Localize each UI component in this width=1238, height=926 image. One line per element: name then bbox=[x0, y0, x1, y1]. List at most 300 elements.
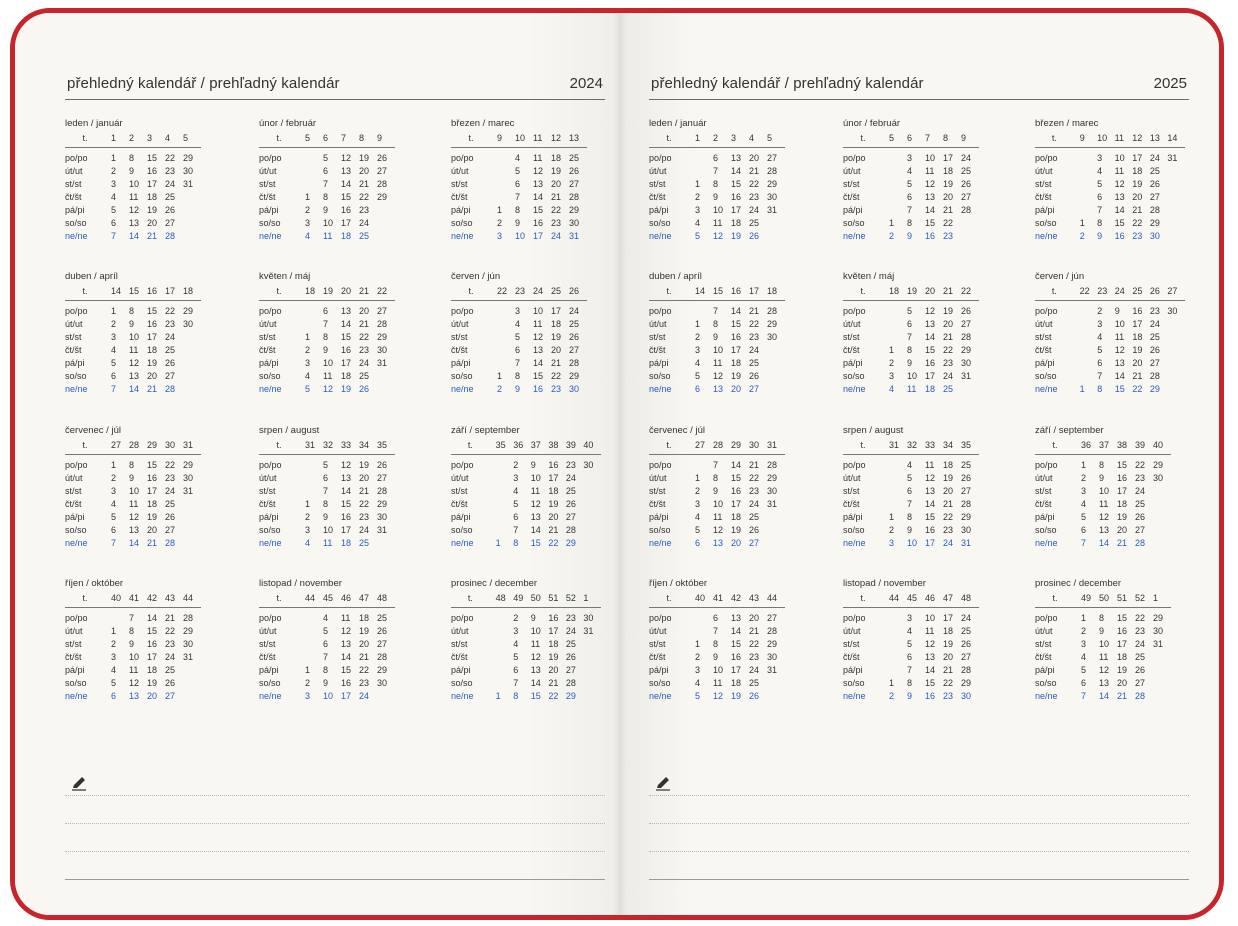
date-cell: 8 bbox=[907, 512, 913, 522]
date-cell: 22 bbox=[551, 205, 562, 215]
date-cell: 15 bbox=[925, 512, 936, 522]
date-cell: 6 bbox=[513, 512, 519, 522]
weekday-row bbox=[1035, 217, 1185, 230]
week-number: 44 bbox=[183, 591, 201, 608]
day-label: st/st bbox=[451, 639, 468, 649]
date-cell: 31 bbox=[961, 538, 972, 548]
date-cell: 13 bbox=[731, 153, 742, 163]
week-number: 20 bbox=[925, 284, 943, 301]
week-number: 8 bbox=[359, 131, 377, 148]
month-calendar bbox=[1035, 577, 1185, 717]
date-cell: 20 bbox=[359, 306, 370, 316]
date-cell: 22 bbox=[943, 678, 954, 688]
date-cell: 25 bbox=[359, 371, 370, 381]
date-cell: 27 bbox=[961, 192, 972, 202]
date-cell: 18 bbox=[731, 678, 742, 688]
week-number: 2 bbox=[129, 131, 147, 148]
date-cell: 4 bbox=[695, 218, 701, 228]
date-cell: 8 bbox=[713, 179, 719, 189]
sunday-row bbox=[65, 537, 201, 550]
date-cell: 3 bbox=[513, 473, 519, 483]
date-cell: 5 bbox=[323, 460, 329, 470]
note-line[interactable] bbox=[649, 823, 1189, 824]
weekday-row bbox=[259, 459, 395, 472]
date-cell: 7 bbox=[111, 231, 117, 241]
week-number: 8 bbox=[943, 131, 961, 148]
date-cell: 24 bbox=[1149, 153, 1160, 163]
date-cell: 14 bbox=[341, 486, 352, 496]
week-number: 26 bbox=[1150, 284, 1168, 301]
date-cell: 23 bbox=[165, 319, 176, 329]
day-label: ne/ne bbox=[649, 384, 672, 394]
date-cell: 29 bbox=[569, 205, 580, 215]
week-number: 35 bbox=[377, 438, 395, 455]
date-cell: 28 bbox=[377, 652, 388, 662]
weekday-row bbox=[1035, 305, 1185, 318]
date-cell: 14 bbox=[341, 652, 352, 662]
date-cell bbox=[695, 459, 713, 472]
date-cell: 13 bbox=[925, 486, 936, 496]
week-number-row bbox=[843, 591, 979, 608]
weekday-row bbox=[1035, 511, 1171, 524]
week-number: 1 bbox=[583, 591, 601, 608]
date-cell: 8 bbox=[907, 218, 913, 228]
date-cell: 18 bbox=[943, 166, 954, 176]
sunday-row bbox=[451, 230, 587, 243]
day-label: st/st bbox=[1035, 332, 1052, 342]
day-label: pá/pi bbox=[649, 358, 669, 368]
date-cell: 17 bbox=[943, 153, 954, 163]
date-cell: 3 bbox=[513, 626, 519, 636]
date-cell: 19 bbox=[359, 460, 370, 470]
day-label: čt/št bbox=[649, 192, 666, 202]
week-label: t. bbox=[65, 284, 111, 301]
day-label: pá/pi bbox=[259, 512, 279, 522]
note-line[interactable] bbox=[649, 879, 1189, 880]
date-cell bbox=[497, 331, 515, 344]
date-cell: 8 bbox=[713, 639, 719, 649]
date-cell: 7 bbox=[713, 166, 719, 176]
date-cell: 21 bbox=[943, 205, 954, 215]
date-cell: 3 bbox=[305, 218, 311, 228]
date-cell: 30 bbox=[377, 678, 388, 688]
month-name: listopad / november bbox=[843, 578, 926, 589]
date-cell: 20 bbox=[943, 486, 954, 496]
weekday-row bbox=[259, 651, 395, 664]
date-cell: 14 bbox=[731, 460, 742, 470]
weekday-row bbox=[1035, 331, 1185, 344]
date-cell: 25 bbox=[961, 626, 972, 636]
date-cell: 10 bbox=[1099, 639, 1110, 649]
date-cell: 31 bbox=[183, 179, 194, 189]
date-cell: 15 bbox=[341, 192, 352, 202]
date-cell: 25 bbox=[1135, 652, 1146, 662]
date-cell: 3 bbox=[111, 486, 117, 496]
day-label: st/st bbox=[65, 179, 82, 189]
date-cell: 2 bbox=[305, 345, 311, 355]
date-cell: 5 bbox=[111, 205, 117, 215]
weekday-row bbox=[259, 625, 395, 638]
date-cell: 20 bbox=[147, 525, 158, 535]
date-cell: 2 bbox=[889, 358, 895, 368]
date-cell: 29 bbox=[1153, 613, 1164, 623]
day-label: ne/ne bbox=[259, 231, 282, 241]
week-number: 34 bbox=[359, 438, 377, 455]
weekday-row bbox=[451, 612, 601, 625]
month-name: červenec / júl bbox=[649, 425, 705, 436]
date-cell: 15 bbox=[530, 538, 541, 548]
date-cell: 29 bbox=[565, 691, 576, 701]
date-cell: 3 bbox=[1081, 486, 1087, 496]
date-cell: 16 bbox=[731, 486, 742, 496]
week-label: t. bbox=[843, 131, 889, 148]
weekday-row bbox=[843, 204, 979, 217]
week-label: t. bbox=[451, 591, 496, 608]
date-cell: 14 bbox=[530, 678, 541, 688]
date-cell: 19 bbox=[359, 153, 370, 163]
date-cell: 31 bbox=[183, 652, 194, 662]
date-cell: 12 bbox=[530, 652, 541, 662]
date-cell bbox=[496, 524, 514, 537]
date-cell: 12 bbox=[323, 384, 334, 394]
day-label: čt/št bbox=[843, 345, 860, 355]
weekday-row bbox=[65, 344, 201, 357]
month-name: duben / apríl bbox=[65, 271, 118, 282]
date-cell: 8 bbox=[323, 332, 329, 342]
weekday-row bbox=[451, 305, 587, 318]
book-gutter bbox=[613, 13, 627, 915]
day-label: čt/št bbox=[65, 499, 82, 509]
week-number: 32 bbox=[323, 438, 341, 455]
date-cell: 24 bbox=[359, 218, 370, 228]
week-label: t. bbox=[451, 284, 497, 301]
week-label: t. bbox=[259, 131, 305, 148]
date-cell: 19 bbox=[943, 639, 954, 649]
date-cell: 5 bbox=[305, 384, 311, 394]
week-number: 40 bbox=[111, 591, 129, 608]
week-number-row bbox=[451, 284, 587, 301]
date-cell: 17 bbox=[1117, 639, 1128, 649]
note-line[interactable] bbox=[65, 823, 605, 824]
weekday-row bbox=[1035, 638, 1171, 651]
note-line[interactable] bbox=[649, 795, 1189, 796]
date-cell: 8 bbox=[323, 665, 329, 675]
date-cell bbox=[496, 651, 514, 664]
week-number: 18 bbox=[767, 284, 785, 301]
date-cell: 17 bbox=[341, 525, 352, 535]
month-calendar bbox=[451, 424, 601, 564]
date-cell: 29 bbox=[183, 153, 194, 163]
date-cell: 10 bbox=[533, 306, 544, 316]
day-label: čt/št bbox=[649, 652, 666, 662]
week-number: 11 bbox=[1115, 131, 1133, 148]
date-cell: 9 bbox=[129, 319, 135, 329]
date-cell: 24 bbox=[961, 153, 972, 163]
date-cell: 18 bbox=[147, 192, 158, 202]
date-cell: 18 bbox=[925, 384, 936, 394]
week-number: 25 bbox=[551, 284, 569, 301]
date-cell: 20 bbox=[943, 652, 954, 662]
week-number: 2 bbox=[713, 131, 731, 148]
week-number: 33 bbox=[341, 438, 359, 455]
date-cell: 21 bbox=[749, 166, 760, 176]
day-label: so/so bbox=[259, 371, 281, 381]
weekday-row bbox=[259, 152, 395, 165]
date-cell: 1 bbox=[1079, 218, 1085, 228]
month-calendar bbox=[65, 424, 215, 564]
date-cell: 9 bbox=[129, 166, 135, 176]
date-cell: 31 bbox=[767, 665, 778, 675]
date-cell: 7 bbox=[907, 205, 913, 215]
weekday-row bbox=[649, 524, 785, 537]
date-cell: 21 bbox=[943, 499, 954, 509]
month-name: říjen / október bbox=[65, 578, 124, 589]
week-number: 9 bbox=[497, 131, 515, 148]
date-cell: 2 bbox=[1081, 473, 1087, 483]
date-cell: 23 bbox=[551, 384, 562, 394]
week-number: 21 bbox=[359, 284, 377, 301]
date-cell: 31 bbox=[767, 499, 778, 509]
date-cell: 25 bbox=[749, 512, 760, 522]
date-cell: 8 bbox=[129, 153, 135, 163]
weekday-row bbox=[843, 459, 979, 472]
date-cell: 6 bbox=[907, 652, 913, 662]
date-cell: 10 bbox=[925, 153, 936, 163]
day-label: so/so bbox=[1035, 678, 1057, 688]
date-cell: 15 bbox=[1114, 384, 1125, 394]
month-name: březen / marec bbox=[451, 118, 515, 129]
month-table bbox=[451, 131, 587, 243]
date-cell: 9 bbox=[323, 512, 329, 522]
month-name: březen / marec bbox=[1035, 118, 1099, 129]
date-cell: 26 bbox=[165, 678, 176, 688]
month-name: srpen / august bbox=[843, 425, 904, 436]
date-cell: 17 bbox=[147, 179, 158, 189]
date-cell: 27 bbox=[961, 652, 972, 662]
day-label: čt/št bbox=[259, 345, 276, 355]
month-table bbox=[1035, 284, 1185, 396]
week-number: 42 bbox=[731, 591, 749, 608]
weekday-row bbox=[1035, 191, 1185, 204]
date-cell: 10 bbox=[713, 499, 724, 509]
week-number: 3 bbox=[731, 131, 749, 148]
month-name: únor / február bbox=[843, 118, 901, 129]
date-cell: 11 bbox=[129, 345, 139, 355]
date-cell: 19 bbox=[341, 384, 352, 394]
note-line[interactable] bbox=[65, 879, 605, 880]
day-label: pá/pi bbox=[843, 205, 863, 215]
week-label: t. bbox=[843, 438, 889, 455]
date-cell: 11 bbox=[1099, 499, 1109, 509]
day-label: pá/pi bbox=[65, 205, 85, 215]
weekday-row bbox=[649, 152, 785, 165]
date-cell: 10 bbox=[713, 345, 724, 355]
day-label: po/po bbox=[843, 613, 866, 623]
month-table bbox=[259, 284, 395, 396]
note-line[interactable] bbox=[65, 795, 605, 796]
date-cell: 7 bbox=[111, 538, 117, 548]
sunday-row bbox=[65, 690, 201, 703]
date-cell: 20 bbox=[551, 345, 562, 355]
weekday-row bbox=[259, 217, 395, 230]
month-table bbox=[65, 591, 201, 703]
date-cell: 19 bbox=[1117, 512, 1128, 522]
date-cell: 13 bbox=[530, 665, 541, 675]
date-cell: 12 bbox=[1099, 665, 1110, 675]
day-label: po/po bbox=[451, 460, 474, 470]
date-cell: 21 bbox=[548, 678, 559, 688]
date-cell: 18 bbox=[341, 231, 352, 241]
date-cell: 4 bbox=[111, 345, 117, 355]
day-label: út/ut bbox=[65, 473, 83, 483]
date-cell: 3 bbox=[889, 371, 895, 381]
date-cell: 16 bbox=[925, 525, 936, 535]
date-cell: 11 bbox=[129, 499, 139, 509]
date-cell: 15 bbox=[147, 626, 158, 636]
day-label: ne/ne bbox=[1035, 231, 1058, 241]
day-label: po/po bbox=[259, 306, 282, 316]
date-cell: 15 bbox=[147, 460, 158, 470]
weekday-row bbox=[649, 331, 785, 344]
week-number: 41 bbox=[129, 591, 147, 608]
month-table bbox=[259, 591, 395, 703]
day-label: so/so bbox=[843, 371, 865, 381]
date-cell: 25 bbox=[1149, 332, 1160, 342]
weekday-row bbox=[649, 305, 785, 318]
date-cell bbox=[496, 612, 514, 625]
date-cell: 1 bbox=[889, 345, 895, 355]
date-cell: 8 bbox=[129, 460, 135, 470]
date-cell: 31 bbox=[377, 358, 388, 368]
week-number: 15 bbox=[129, 284, 147, 301]
date-cell: 18 bbox=[943, 460, 954, 470]
date-cell: 30 bbox=[183, 319, 194, 329]
pencil-icon bbox=[655, 775, 671, 791]
date-cell: 18 bbox=[1132, 332, 1143, 342]
date-cell: 9 bbox=[713, 652, 719, 662]
date-cell: 11 bbox=[713, 218, 723, 228]
day-label: so/so bbox=[649, 371, 671, 381]
date-cell: 2 bbox=[111, 166, 117, 176]
date-cell: 28 bbox=[377, 486, 388, 496]
month-name: prosinec / december bbox=[451, 578, 538, 589]
date-cell: 12 bbox=[925, 473, 936, 483]
weekday-row bbox=[1035, 625, 1171, 638]
weekday-row bbox=[65, 472, 201, 485]
week-number: 23 bbox=[1097, 284, 1115, 301]
date-cell: 14 bbox=[925, 332, 936, 342]
day-label: pá/pi bbox=[1035, 205, 1055, 215]
weekday-row bbox=[65, 217, 201, 230]
month-name: červen / jún bbox=[1035, 271, 1085, 282]
day-label: ne/ne bbox=[843, 231, 866, 241]
date-cell: 9 bbox=[713, 332, 719, 342]
date-cell bbox=[305, 625, 323, 638]
date-cell: 12 bbox=[530, 499, 541, 509]
date-cell: 9 bbox=[530, 460, 536, 470]
date-cell: 10 bbox=[907, 538, 918, 548]
day-label: út/ut bbox=[1035, 166, 1053, 176]
date-cell bbox=[111, 612, 129, 625]
month-name: leden / január bbox=[649, 118, 707, 129]
date-cell: 11 bbox=[533, 319, 543, 329]
date-cell: 13 bbox=[341, 306, 352, 316]
day-label: čt/št bbox=[649, 499, 666, 509]
date-cell: 2 bbox=[695, 332, 701, 342]
day-label: út/ut bbox=[843, 473, 861, 483]
day-label: čt/št bbox=[451, 345, 468, 355]
sunday-row bbox=[451, 383, 587, 396]
note-line[interactable] bbox=[65, 851, 605, 852]
weekday-row bbox=[843, 651, 979, 664]
date-cell: 11 bbox=[1114, 332, 1125, 342]
week-number: 43 bbox=[165, 591, 183, 608]
date-cell: 22 bbox=[548, 691, 559, 701]
date-cell: 26 bbox=[569, 332, 580, 342]
date-cell: 30 bbox=[377, 512, 388, 522]
date-cell: 23 bbox=[943, 358, 954, 368]
date-cell: 12 bbox=[533, 332, 544, 342]
date-cell: 23 bbox=[565, 460, 576, 470]
date-cell: 3 bbox=[1097, 319, 1103, 329]
day-label: st/st bbox=[259, 332, 276, 342]
week-number: 39 bbox=[1135, 438, 1153, 455]
week-number-row bbox=[259, 438, 395, 455]
month-table bbox=[1035, 438, 1171, 550]
date-cell: 29 bbox=[183, 306, 194, 316]
date-cell: 30 bbox=[1153, 626, 1164, 636]
day-label: st/st bbox=[65, 639, 82, 649]
date-cell: 7 bbox=[1097, 205, 1103, 215]
month-name: květen / máj bbox=[259, 271, 311, 282]
page-2025 bbox=[619, 13, 1223, 915]
weekday-row bbox=[1035, 485, 1171, 498]
weekday-row bbox=[65, 511, 201, 524]
weekday-row bbox=[843, 524, 979, 537]
date-cell: 13 bbox=[1099, 678, 1110, 688]
date-cell: 13 bbox=[530, 512, 541, 522]
date-cell: 12 bbox=[533, 166, 544, 176]
day-label: čt/št bbox=[259, 499, 276, 509]
day-label: čt/št bbox=[649, 345, 666, 355]
note-line[interactable] bbox=[649, 851, 1189, 852]
sunday-row bbox=[1035, 383, 1185, 396]
month-name: září / september bbox=[1035, 425, 1104, 436]
date-cell: 9 bbox=[713, 192, 719, 202]
date-cell: 4 bbox=[1097, 332, 1103, 342]
date-cell: 12 bbox=[713, 231, 724, 241]
date-cell: 21 bbox=[1132, 371, 1143, 381]
date-cell: 3 bbox=[907, 613, 913, 623]
day-label: po/po bbox=[649, 460, 672, 470]
date-cell: 21 bbox=[359, 652, 370, 662]
date-cell: 4 bbox=[305, 231, 311, 241]
date-cell: 7 bbox=[907, 665, 913, 675]
week-number: 31 bbox=[767, 438, 785, 455]
date-cell: 2 bbox=[513, 613, 519, 623]
year-calendar-grid bbox=[649, 117, 1189, 717]
weekday-row bbox=[649, 651, 785, 664]
week-number: 9 bbox=[377, 131, 395, 148]
weekday-row bbox=[259, 165, 395, 178]
weekday-row bbox=[649, 370, 785, 383]
week-number: 22 bbox=[377, 284, 395, 301]
weekday-row bbox=[1035, 370, 1185, 383]
date-cell: 2 bbox=[305, 512, 311, 522]
date-cell: 9 bbox=[323, 345, 329, 355]
date-cell: 31 bbox=[767, 205, 778, 215]
sunday-row bbox=[649, 537, 785, 550]
